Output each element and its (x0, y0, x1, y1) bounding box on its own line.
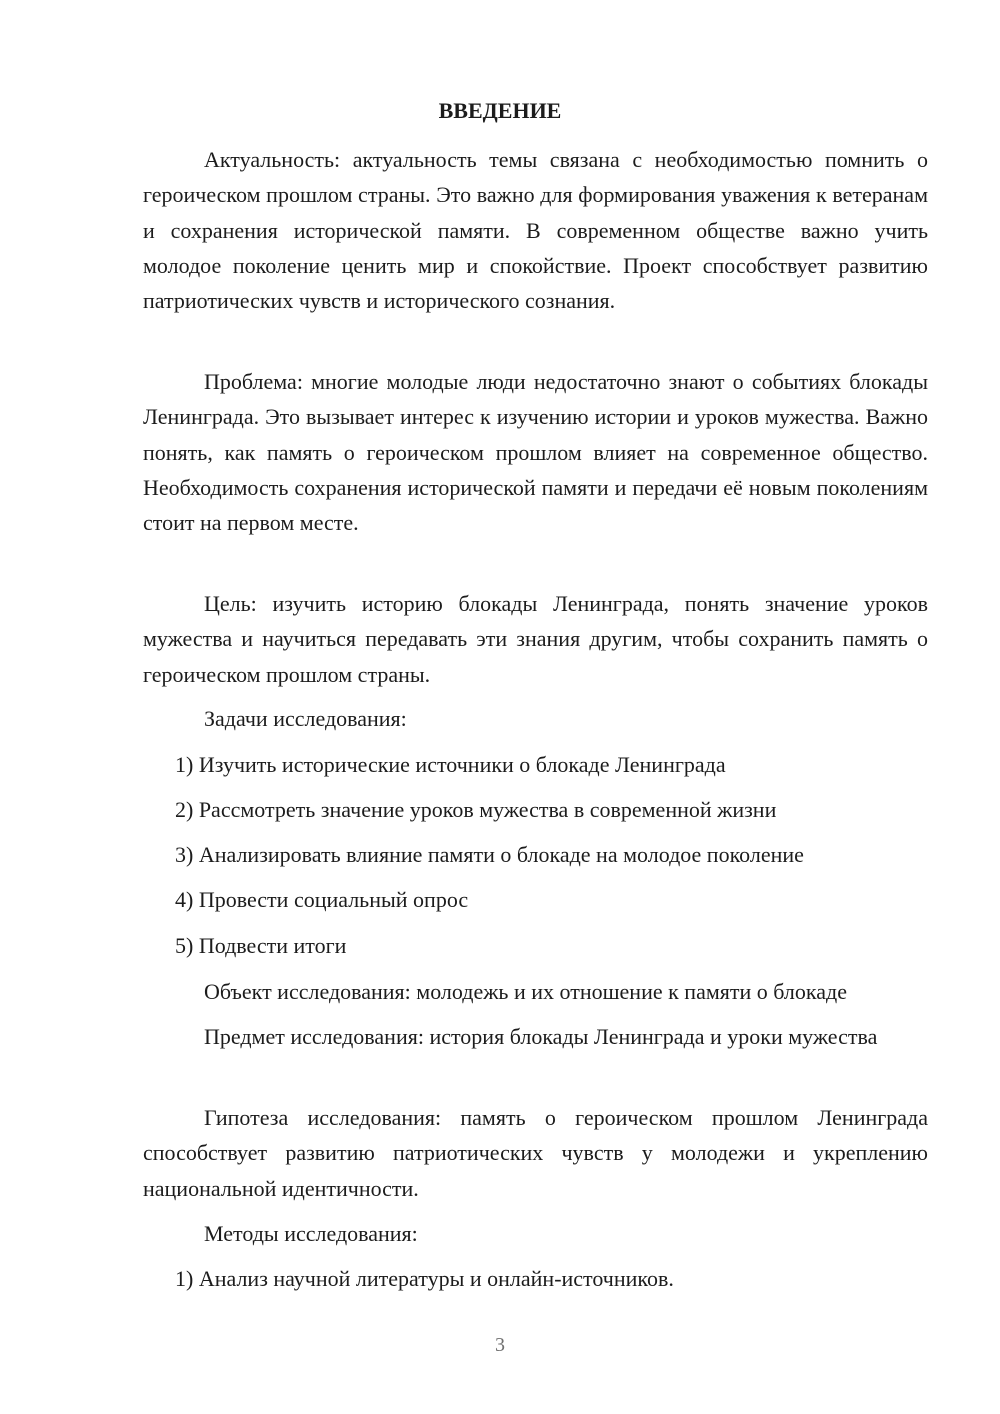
tasks-heading: Задачи исследования: (204, 706, 407, 731)
subject-paragraph: Предмет исследования: история блокады Ленинграда и уроки мужества (204, 1024, 878, 1049)
methods-heading: Методы исследования: (204, 1221, 418, 1246)
hypothesis-paragraph: Гипотеза исследования: память о героическом прошлом Ленинграда способствует развитию патриотических чувств у молодежи и укреплению национальной идентичности. (143, 1105, 928, 1201)
task-item: 5) Подвести итоги (175, 933, 347, 958)
object-paragraph: Объект исследования: молодежь и их отношение к памяти о блокаде (204, 979, 847, 1004)
task-item: 2) Рассмотреть значение уроков мужества в современной жизни (175, 797, 777, 822)
task-item: 1) Изучить исторические источники о блокаде Ленинграда (175, 752, 726, 777)
relevance-paragraph: Актуальность: актуальность темы связана с необходимостью помнить о героическом прошлом страны. Это важно для формирования уважения к ветеранам и сохранения исторической памяти. В современном обществе важно учить молодое поколение ценить мир и спокойствие. Проект способствует развитию патриотических чувств и исторического сознания. (143, 147, 928, 314)
task-item: 3) Анализировать влияние памяти о блокаде на молодое поколение (175, 842, 804, 867)
problem-paragraph: Проблема: многие молодые люди недостаточно знают о событиях блокады Ленинграда. Это вызывает интерес к изучению истории и уроков мужества. Важно понять, как память о героическом прошлом влияет на современное общество. Необходимость сохранения исторической памяти и передачи её новым поколениям стоит на первом месте. (143, 369, 928, 536)
method-item: 1) Анализ научной литературы и онлайн-источников. (175, 1266, 674, 1291)
page-title: ВВЕДЕНИЕ (438, 98, 562, 123)
goal-paragraph: Цель: изучить историю блокады Ленинграда, понять значение уроков мужества и научиться передавать эти знания другим, чтобы сохранить память о героическом прошлом страны. (143, 591, 928, 687)
task-item: 4) Провести социальный опрос (175, 887, 469, 912)
page-number: 3 (495, 1334, 505, 1356)
